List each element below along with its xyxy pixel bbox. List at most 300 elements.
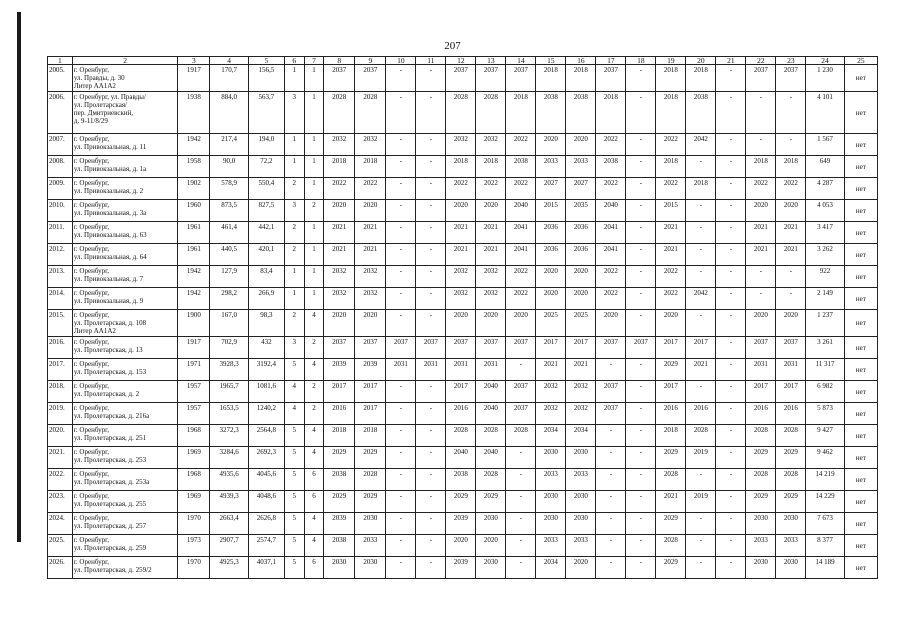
table-cell: 2038: [536, 92, 566, 134]
table-cell: 2027: [566, 178, 596, 200]
table-cell: 2017: [686, 337, 716, 359]
table-cell: 2039: [355, 359, 386, 381]
table-cell: 2029: [324, 491, 355, 513]
address-line: ул. Привокзальная, д. 64: [73, 253, 147, 261]
table-cell: 3 417: [806, 222, 844, 244]
table-cell: 2022: [506, 178, 536, 200]
table-cell: 4: [304, 513, 324, 535]
address-line: г. Оренбург,: [73, 135, 109, 143]
table-cell: 1 237: [806, 310, 844, 337]
table-cell: 2030: [566, 447, 596, 469]
table-cell: -: [506, 447, 536, 469]
table-cell: 2: [304, 200, 324, 222]
table-cell: -: [596, 469, 626, 491]
table-cell: 2020: [566, 134, 596, 156]
table-cell: 1917: [178, 65, 210, 92]
table-cell: 2030: [536, 447, 566, 469]
table-cell: -: [776, 134, 806, 156]
table-cell: 2032: [355, 134, 386, 156]
table-cell: 2031: [476, 359, 506, 381]
row-number: 2021.: [48, 447, 73, 469]
table-cell: нет: [844, 266, 877, 288]
table-cell: 1: [304, 92, 324, 134]
row-number: 2020.: [48, 425, 73, 447]
table-cell: 2037: [476, 337, 506, 359]
table-cell: -: [386, 156, 416, 178]
table-cell: 2018: [446, 156, 476, 178]
address-line: г. Оренбург,: [73, 426, 109, 434]
table-cell: 11 317: [806, 359, 844, 381]
table-cell: 2032: [476, 134, 506, 156]
table-cell: 6: [304, 557, 324, 579]
table-cell: 2574,7: [248, 535, 284, 557]
table-cell: 5: [284, 425, 304, 447]
table-cell: 2020: [596, 310, 626, 337]
table-cell: 2031: [776, 359, 806, 381]
table-cell: 2038: [324, 535, 355, 557]
table-cell: 2018: [536, 65, 566, 92]
table-cell: 4 287: [806, 178, 844, 200]
table-cell: 1: [304, 65, 324, 92]
address-cell: [72, 200, 178, 222]
table-cell: 2018: [566, 65, 596, 92]
address-line: ул. Привокзальная, д. 11: [73, 143, 147, 151]
table-cell: 2030: [566, 513, 596, 535]
table-cell: 2020: [324, 200, 355, 222]
table-cell: 1942: [178, 266, 210, 288]
address-line: д. 9-11/8/29: [73, 117, 108, 125]
table-cell: 1969: [178, 447, 210, 469]
table-row: [48, 535, 878, 557]
table-cell: 2033: [536, 535, 566, 557]
table-cell: 98,3: [248, 310, 284, 337]
row-number: 2011.: [48, 222, 73, 244]
table-cell: -: [626, 491, 656, 513]
table-cell: 2020: [446, 200, 476, 222]
table-cell: -: [776, 92, 806, 134]
table-cell: -: [416, 469, 446, 491]
table-cell: -: [716, 65, 746, 92]
address-line: ул. Пролетарская, д. 253: [73, 456, 147, 464]
table-cell: 2041: [596, 244, 626, 266]
table-cell: 2016: [746, 403, 776, 425]
column-number: 7: [304, 57, 324, 65]
table-cell: 8 377: [806, 535, 844, 557]
table-cell: 1: [304, 244, 324, 266]
table-cell: 1938: [178, 92, 210, 134]
table-cell: -: [416, 491, 446, 513]
table-cell: 2030: [476, 513, 506, 535]
column-number: 13: [476, 57, 506, 65]
table-cell: 2028: [355, 469, 386, 491]
table-cell: 2032: [566, 403, 596, 425]
column-number: 11: [416, 57, 446, 65]
table-cell: 2034: [536, 425, 566, 447]
table-cell: 2038: [686, 92, 716, 134]
table-cell: -: [416, 288, 446, 310]
address-line: г. Оренбург,: [73, 157, 109, 165]
table-cell: -: [716, 535, 746, 557]
table-cell: 2022: [656, 288, 686, 310]
address-cell: [72, 310, 178, 337]
table-row: [48, 288, 878, 310]
table-cell: 2016: [686, 403, 716, 425]
table-cell: нет: [844, 447, 877, 469]
table-cell: 14 229: [806, 491, 844, 513]
address-cell: [72, 65, 178, 92]
column-number-row: [48, 57, 878, 65]
table-cell: 702,9: [210, 337, 248, 359]
table-cell: 2021: [776, 222, 806, 244]
row-number: 2013.: [48, 266, 73, 288]
table-cell: 2037: [626, 337, 656, 359]
table-cell: 2021: [446, 222, 476, 244]
table-row: [48, 381, 878, 403]
address-line: ул. Пролетарская, д. 255: [73, 500, 147, 508]
table-cell: 2029: [746, 447, 776, 469]
table-cell: 2018: [746, 156, 776, 178]
table-cell: 2032: [446, 266, 476, 288]
row-number: 2008.: [48, 156, 73, 178]
table-cell: 14 219: [806, 469, 844, 491]
address-cell: [72, 557, 178, 579]
table-cell: 2017: [536, 337, 566, 359]
address-line: ул. Пролетарская, д. 259: [73, 544, 147, 552]
table-cell: -: [716, 425, 746, 447]
table-cell: 2041: [596, 222, 626, 244]
table-cell: -: [716, 266, 746, 288]
column-number: 2: [72, 57, 178, 65]
table-cell: 2028: [446, 425, 476, 447]
table-cell: 2037: [416, 337, 446, 359]
table-row: [48, 266, 878, 288]
table-cell: -: [386, 244, 416, 266]
table-cell: -: [386, 310, 416, 337]
table-cell: 1900: [178, 310, 210, 337]
table-cell: -: [386, 134, 416, 156]
table-cell: -: [386, 425, 416, 447]
table-cell: 2037: [776, 65, 806, 92]
table-cell: -: [686, 469, 716, 491]
table-cell: 1942: [178, 134, 210, 156]
table-cell: 2036: [566, 222, 596, 244]
table-cell: 2030: [746, 513, 776, 535]
table-cell: -: [386, 469, 416, 491]
table-row: [48, 513, 878, 535]
table-cell: 2020: [566, 557, 596, 579]
table-row: [48, 403, 878, 425]
table-cell: 2018: [476, 156, 506, 178]
table-cell: 2: [304, 403, 324, 425]
table-cell: 2029: [476, 491, 506, 513]
table-cell: -: [386, 557, 416, 579]
row-number: 2009.: [48, 178, 73, 200]
table-cell: 5: [284, 513, 304, 535]
table-cell: 2037: [324, 337, 355, 359]
table-cell: 2033: [566, 156, 596, 178]
table-cell: 1971: [178, 359, 210, 381]
address-cell: [72, 381, 178, 403]
table-cell: -: [386, 447, 416, 469]
table-cell: 563,7: [248, 92, 284, 134]
table-cell: 1: [304, 156, 324, 178]
table-cell: 2037: [324, 65, 355, 92]
table-cell: 2021: [446, 244, 476, 266]
table-cell: 578,9: [210, 178, 248, 200]
table-cell: 2020: [446, 535, 476, 557]
address-line: ул. Привокзальная, д. 9: [73, 297, 144, 305]
table-cell: 2028: [776, 469, 806, 491]
table-cell: 2033: [746, 535, 776, 557]
table-cell: 2032: [446, 134, 476, 156]
table-cell: 2: [304, 337, 324, 359]
table-cell: 2022: [596, 134, 626, 156]
table-cell: -: [626, 222, 656, 244]
address-line: ул. Пролетарская/: [73, 101, 128, 109]
table-cell: 2033: [566, 469, 596, 491]
table-cell: 649: [806, 156, 844, 178]
table-cell: 2022: [324, 178, 355, 200]
table-cell: 1965,7: [210, 381, 248, 403]
address-line: г. Оренбург, ул. Правды/: [73, 93, 146, 101]
table-cell: 1: [284, 65, 304, 92]
table-cell: 2021: [656, 222, 686, 244]
table-cell: 2032: [355, 266, 386, 288]
table-cell: -: [626, 513, 656, 535]
table-cell: -: [686, 381, 716, 403]
address-line: г. Оренбург,: [73, 223, 109, 231]
address-line: г. Оренбург,: [73, 245, 109, 253]
table-cell: 5: [284, 447, 304, 469]
table-cell: 2: [284, 310, 304, 337]
table-cell: 2037: [746, 337, 776, 359]
table-cell: 4: [284, 381, 304, 403]
table-cell: 2037: [746, 65, 776, 92]
table-cell: нет: [844, 134, 877, 156]
table-cell: 2028: [476, 92, 506, 134]
column-number: 8: [324, 57, 355, 65]
table-cell: 4045,6: [248, 469, 284, 491]
table-cell: 2022: [746, 178, 776, 200]
address-cell: [72, 337, 178, 359]
table-cell: -: [716, 469, 746, 491]
table-cell: 2032: [476, 266, 506, 288]
table-cell: 1: [284, 134, 304, 156]
table-cell: 2 149: [806, 288, 844, 310]
table-cell: -: [506, 469, 536, 491]
table-cell: 1 230: [806, 65, 844, 92]
table-cell: 194,0: [248, 134, 284, 156]
table-cell: 2028: [355, 92, 386, 134]
table-cell: 2020: [776, 310, 806, 337]
table-cell: -: [746, 266, 776, 288]
table-cell: 1961: [178, 222, 210, 244]
table-cell: -: [416, 222, 446, 244]
table-cell: 2035: [566, 200, 596, 222]
table-cell: 432: [248, 337, 284, 359]
row-number: 2005.: [48, 65, 73, 92]
table-cell: -: [386, 288, 416, 310]
table-cell: 90,0: [210, 156, 248, 178]
table-cell: -: [716, 134, 746, 156]
table-cell: -: [686, 266, 716, 288]
table-cell: нет: [844, 156, 877, 178]
table-cell: 2032: [324, 134, 355, 156]
table-cell: 2: [284, 222, 304, 244]
table-cell: 2032: [476, 288, 506, 310]
table-cell: 1968: [178, 469, 210, 491]
table-cell: -: [596, 425, 626, 447]
table-cell: 6 982: [806, 381, 844, 403]
table-cell: -: [386, 200, 416, 222]
address-line: ул. Пролетарская, д. 257: [73, 522, 147, 530]
table-cell: 2018: [324, 156, 355, 178]
table-cell: -: [716, 557, 746, 579]
table-cell: 2022: [446, 178, 476, 200]
row-number: 2010.: [48, 200, 73, 222]
table-cell: нет: [844, 92, 877, 134]
table-cell: -: [386, 381, 416, 403]
table-cell: нет: [844, 310, 877, 337]
row-number: 2007.: [48, 134, 73, 156]
table-cell: -: [716, 337, 746, 359]
table-cell: 873,5: [210, 200, 248, 222]
table-cell: 5: [284, 557, 304, 579]
table-cell: -: [596, 359, 626, 381]
address-line: ул. Привокзальная, д. 7: [73, 275, 144, 283]
address-cell: [72, 178, 178, 200]
table-cell: -: [686, 513, 716, 535]
table-cell: -: [416, 513, 446, 535]
table-cell: 2033: [776, 535, 806, 557]
table-cell: 5: [284, 359, 304, 381]
table-cell: 2017: [355, 403, 386, 425]
table-cell: 5: [284, 469, 304, 491]
table-cell: -: [386, 535, 416, 557]
table-cell: 2020: [656, 310, 686, 337]
table-cell: 217,4: [210, 134, 248, 156]
table-cell: 2032: [324, 288, 355, 310]
table-cell: -: [716, 92, 746, 134]
table-cell: 2020: [746, 200, 776, 222]
table-cell: 461,4: [210, 222, 248, 244]
table-cell: 3: [284, 337, 304, 359]
table-cell: -: [416, 244, 446, 266]
table-cell: 1969: [178, 491, 210, 513]
column-number: 23: [776, 57, 806, 65]
table-cell: -: [716, 200, 746, 222]
table-cell: 2041: [506, 222, 536, 244]
table-cell: 2037: [506, 381, 536, 403]
table-cell: 2018: [506, 92, 536, 134]
table-cell: 2018: [686, 178, 716, 200]
row-number: 2018.: [48, 381, 73, 403]
table-cell: -: [626, 92, 656, 134]
address-cell: [72, 288, 178, 310]
table-cell: 2020: [566, 266, 596, 288]
table-cell: 2037: [506, 65, 536, 92]
address-line: г. Оренбург,: [73, 267, 109, 275]
address-cell: [72, 156, 178, 178]
address-cell: [72, 222, 178, 244]
table-cell: нет: [844, 222, 877, 244]
table-cell: 2028: [446, 92, 476, 134]
table-cell: 2030: [355, 513, 386, 535]
table-cell: 4: [304, 359, 324, 381]
table-cell: -: [626, 425, 656, 447]
address-line: ул. Пролетарская, д. 108: [73, 319, 147, 327]
table-cell: 3284,6: [210, 447, 248, 469]
table-cell: 2040: [476, 403, 506, 425]
table-cell: -: [416, 200, 446, 222]
table-cell: 14 189: [806, 557, 844, 579]
address-cell: [72, 92, 178, 134]
column-number: 24: [806, 57, 844, 65]
column-number: 14: [506, 57, 536, 65]
table-cell: 2021: [776, 244, 806, 266]
table-cell: -: [506, 359, 536, 381]
table-cell: нет: [844, 425, 877, 447]
column-number: 18: [626, 57, 656, 65]
table-cell: 2032: [536, 381, 566, 403]
table-cell: 2022: [506, 266, 536, 288]
table-cell: 1970: [178, 557, 210, 579]
address-line: ул. Пролетарская, д. 253а: [73, 478, 150, 486]
address-line: Литер АА1А2: [73, 82, 116, 90]
table-cell: -: [506, 513, 536, 535]
table-cell: 2042: [686, 134, 716, 156]
table-cell: -: [776, 266, 806, 288]
column-number: 21: [716, 57, 746, 65]
table-cell: 127,9: [210, 266, 248, 288]
table-cell: 1957: [178, 381, 210, 403]
column-number: 15: [536, 57, 566, 65]
address-line: ул. Привокзальная, д. 63: [73, 231, 147, 239]
table-cell: 2021: [746, 222, 776, 244]
table-cell: 2016: [324, 403, 355, 425]
table-cell: 550,4: [248, 178, 284, 200]
table-cell: 2038: [506, 156, 536, 178]
table-cell: -: [626, 310, 656, 337]
table-cell: 2025: [536, 310, 566, 337]
table-cell: 2033: [536, 469, 566, 491]
table-cell: 4: [304, 425, 324, 447]
table-cell: нет: [844, 288, 877, 310]
table-cell: 2028: [746, 469, 776, 491]
table-cell: 3928,3: [210, 359, 248, 381]
binding-bar: [17, 12, 21, 542]
table-cell: 4: [304, 447, 324, 469]
table-cell: 2040: [506, 200, 536, 222]
address-line: г. Оренбург,: [73, 536, 109, 544]
table-cell: -: [626, 557, 656, 579]
row-number: 2017.: [48, 359, 73, 381]
table-cell: 5: [284, 491, 304, 513]
table-cell: 2040: [476, 447, 506, 469]
table-cell: 4048,6: [248, 491, 284, 513]
table-cell: 2030: [324, 557, 355, 579]
table-cell: -: [386, 491, 416, 513]
table-cell: -: [626, 178, 656, 200]
table-cell: 1968: [178, 425, 210, 447]
table-cell: 2021: [355, 244, 386, 266]
table-row: [48, 244, 878, 266]
table-cell: 2019: [686, 491, 716, 513]
table-cell: 2034: [536, 557, 566, 579]
table-cell: 4935,6: [210, 469, 248, 491]
table-cell: 266,9: [248, 288, 284, 310]
table-cell: 2017: [656, 381, 686, 403]
